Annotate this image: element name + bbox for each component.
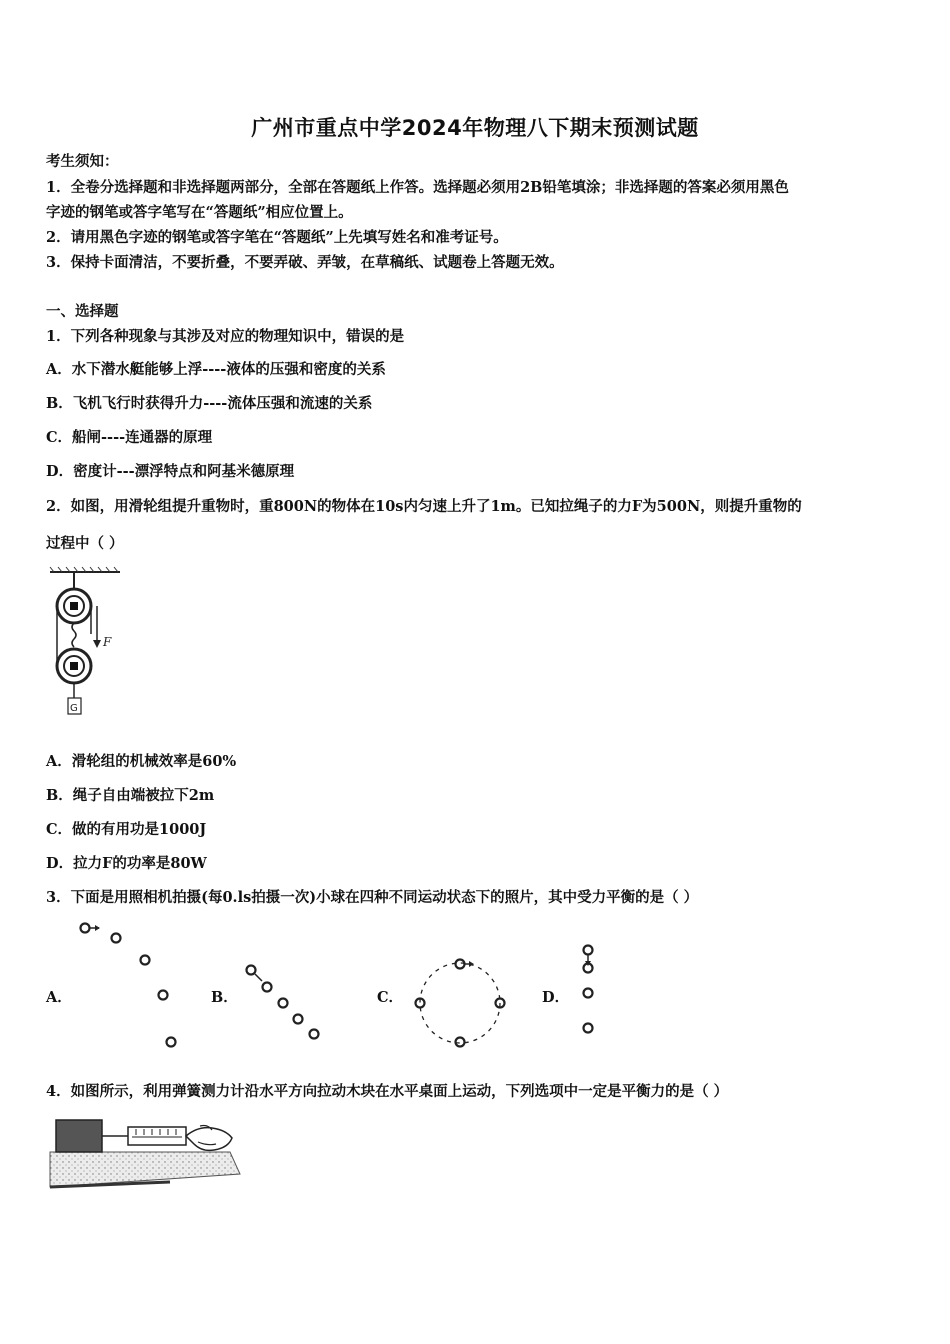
q3-label-a: A． bbox=[46, 989, 72, 1006]
q3-stem: 3．下面是用照相机拍摄(每0.ls拍摄一次)小球在四种不同运动状态下的照片，其中受力平衡的是（ ） bbox=[46, 889, 699, 906]
q4-stem: 4．如图所示，利用弹簧测力计沿水平方向拉动木块在水平桌面上运动，下列选项中一定是平衡力的是（ ） bbox=[46, 1083, 729, 1100]
q1-option-a: A．水下潜水艇能够上浮----液体的压强和密度的关系 bbox=[46, 361, 386, 378]
figure-b bbox=[247, 966, 319, 1039]
force-label: F bbox=[103, 635, 112, 649]
notice-line: 2．请用黑色字迹的钢笔或答字笔在“答题纸”上先填写姓名和准考证号。 bbox=[46, 229, 508, 246]
figure-d bbox=[584, 946, 593, 1033]
page-title: 广州市重点中学2024年物理八下期末预测试题 bbox=[251, 116, 699, 140]
q1-option-d: D．密度计---漂浮特点和阿基米德原理 bbox=[46, 463, 295, 480]
q3-label-b: B． bbox=[211, 989, 238, 1006]
figure-a bbox=[81, 924, 176, 1047]
section-heading: 一、选择题 bbox=[46, 303, 119, 320]
notice-heading: 考生须知： bbox=[46, 153, 119, 170]
q3-label-c: C． bbox=[377, 989, 404, 1006]
q1-stem: 1．下列各种现象与其涉及对应的物理知识中，错误的是 bbox=[46, 328, 405, 345]
q2-option-b: B．绳子自由端被拉下2m bbox=[46, 787, 215, 804]
q2-stem-line2: 过程中（ ） bbox=[46, 535, 124, 552]
q3-motion-figures bbox=[0, 915, 950, 1055]
q2-option-a: A．滑轮组的机械效率是60% bbox=[46, 753, 237, 770]
notice-line: 3．保持卡面清洁，不要折叠，不要弄破、弄皱，在草稿纸、试题卷上答题无效。 bbox=[46, 254, 564, 271]
figure-c bbox=[416, 960, 505, 1047]
weight-label: G bbox=[70, 703, 78, 714]
notice-line: 1．全卷分选择题和非选择题两部分，全部在答题纸上作答。选择题必须用2B铅笔填涂；非选择题的答案必须用黑色 bbox=[46, 179, 789, 196]
q2-option-c: C．做的有用功是1000J bbox=[46, 821, 207, 838]
q2-option-d: D．拉力F的功率是80W bbox=[46, 855, 207, 872]
notice-line: 字迹的钢笔或答字笔写在“答题纸”相应位置上。 bbox=[46, 204, 353, 221]
q1-option-c: C．船闸----连通器的原理 bbox=[46, 429, 213, 446]
q2-stem-line1: 2．如图，用滑轮组提升重物时，重800N的物体在10s内匀速上升了1m。已知拉绳子的力F为500N，则提升重物的 bbox=[46, 498, 802, 515]
spring-scale-diagram bbox=[50, 1112, 240, 1194]
q1-option-b: B．飞机飞行时获得升力----流体压强和流速的关系 bbox=[46, 395, 373, 412]
q3-label-d: D． bbox=[542, 989, 570, 1006]
pulley-diagram bbox=[44, 566, 124, 722]
